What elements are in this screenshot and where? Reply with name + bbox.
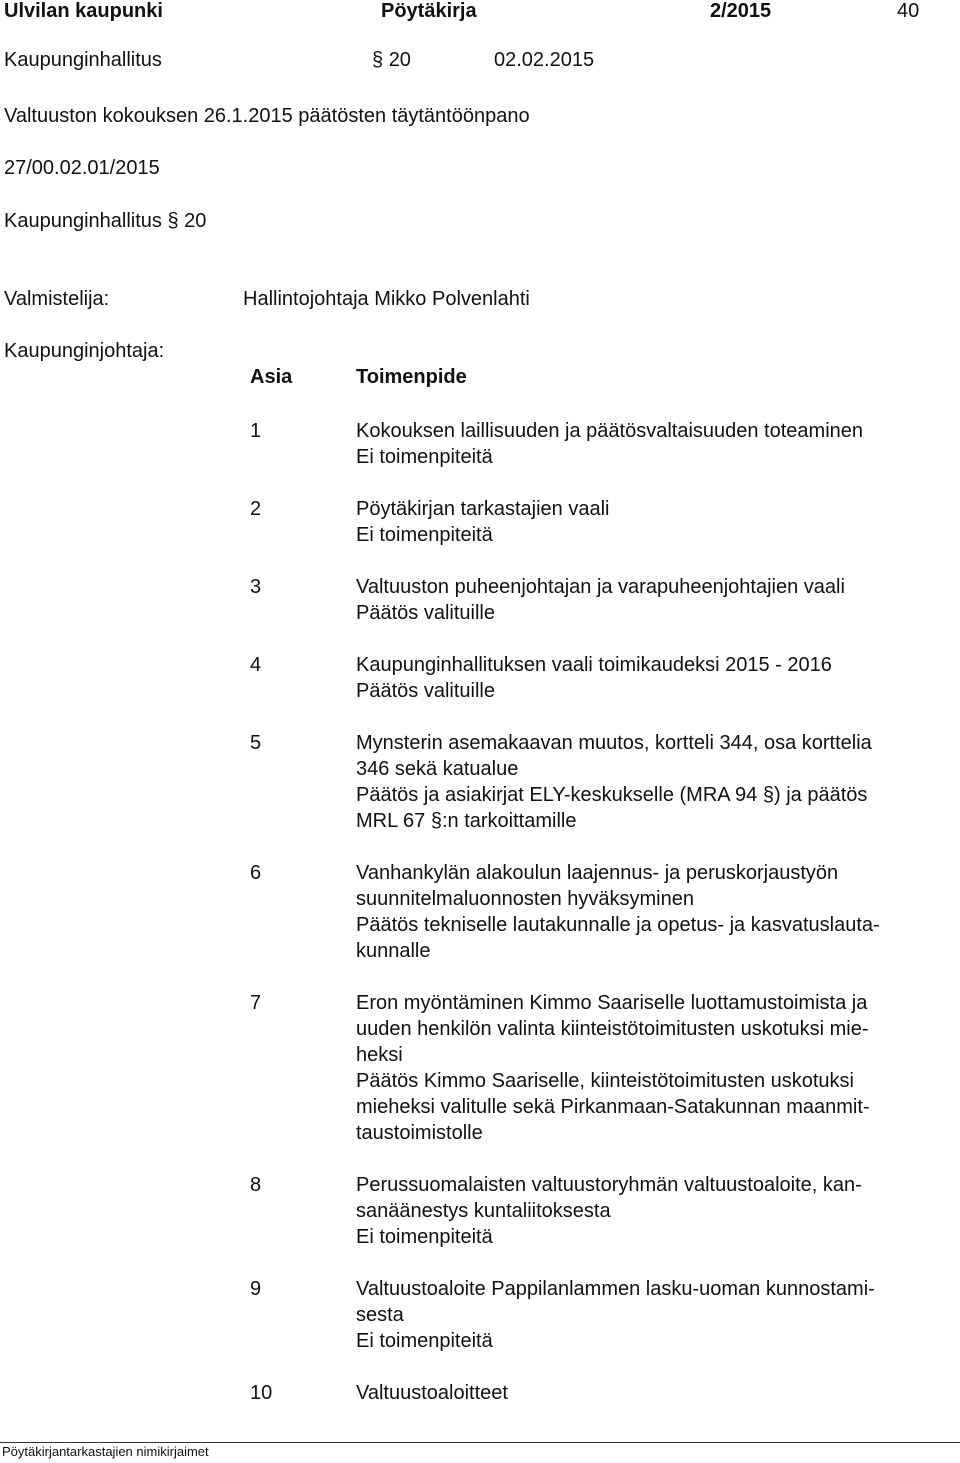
header-section-number: 20 xyxy=(388,49,411,71)
item-line: Pöytäkirjan tarkastajien vaali xyxy=(356,498,610,520)
item-number: 6 xyxy=(250,862,262,884)
item-line: sesta xyxy=(356,1304,404,1326)
item-body xyxy=(356,496,950,548)
item-number: 2 xyxy=(250,498,262,520)
list-item xyxy=(250,418,950,470)
doc-number: 2/2015 xyxy=(710,0,772,22)
item-line: Ei toimenpiteitä xyxy=(356,446,493,468)
item-body xyxy=(356,418,950,470)
item-line: Kaupunginhallituksen vaali toimikaudeksi 2015 - 2016 xyxy=(356,654,832,676)
item-body xyxy=(356,1276,950,1354)
item-number: 3 xyxy=(250,576,262,598)
list-item xyxy=(250,574,950,626)
item-number: 8 xyxy=(250,1174,262,1196)
list-item xyxy=(250,652,950,704)
item-line: mieheksi valitulle sekä Pirkanmaan-Satakunnan maanmit- xyxy=(356,1096,870,1118)
item-body xyxy=(356,574,950,626)
item-line: suunnitelmaluonnosten hyväksyminen xyxy=(356,888,694,910)
list-item xyxy=(250,990,950,1146)
reference-number: 27/00.02.01/2015 xyxy=(4,157,160,179)
list-item xyxy=(250,860,950,964)
item-number: 1 xyxy=(250,420,262,442)
item-number: 10 xyxy=(250,1382,273,1404)
item-line: 346 sekä katualue xyxy=(356,758,519,780)
item-line: Kokouksen laillisuuden ja päätösvaltaisuuden toteaminen xyxy=(356,420,864,442)
agenda-list xyxy=(250,418,950,1432)
item-body xyxy=(356,1172,950,1250)
item-line: Päätös valituille xyxy=(356,680,495,702)
item-line: Mynsterin asemakaavan muutos, kortteli 344, osa korttelia xyxy=(356,732,872,754)
item-line: MRL 67 §:n tarkoittamille xyxy=(356,810,577,832)
footer-divider xyxy=(0,1442,960,1443)
section-line: Kaupunginhallitus § 20 xyxy=(4,210,207,232)
page-title: Valtuuston kokouksen 26.1.2015 päätösten täytäntöönpano xyxy=(4,105,530,127)
col-header-asia: Asia xyxy=(250,366,293,388)
item-line: taustoimistolle xyxy=(356,1122,483,1144)
mayor-label: Kaupunginjohtaja: xyxy=(4,340,165,362)
item-line: Valtuuston puheenjohtajan ja varapuheenjohtajien vaali xyxy=(356,576,845,598)
list-item xyxy=(250,1276,950,1354)
item-line: heksi xyxy=(356,1044,403,1066)
doc-type: Pöytäkirja xyxy=(381,0,477,22)
item-line: Valtuustoaloite Pappilanlammen lasku-uoman kunnostami- xyxy=(356,1278,875,1300)
list-item xyxy=(250,1380,950,1406)
list-item xyxy=(250,496,950,548)
item-line: Ei toimenpiteitä xyxy=(356,1330,493,1352)
item-number: 9 xyxy=(250,1278,262,1300)
page-number: 40 xyxy=(897,0,920,22)
item-line: Päätös ja asiakirjat ELY-keskukselle (MRA 94 §) ja päätös xyxy=(356,784,868,806)
org-name: Ulvilan kaupunki xyxy=(4,0,163,22)
item-line: Ei toimenpiteitä xyxy=(356,1226,493,1248)
item-line: Päätös valituille xyxy=(356,602,495,624)
item-body xyxy=(356,730,950,834)
list-item xyxy=(250,730,950,834)
item-body xyxy=(356,860,950,964)
item-body xyxy=(356,990,950,1146)
header-body: Kaupunginhallitus xyxy=(4,49,162,71)
item-line: Päätös Kimmo Saariselle, kiinteistötoimitusten uskotuksi xyxy=(356,1070,854,1092)
item-line: uuden henkilön valinta kiinteistötoimitusten uskotuksi mie- xyxy=(356,1018,869,1040)
preparer-label: Valmistelija: xyxy=(4,288,110,310)
item-line: Ei toimenpiteitä xyxy=(356,524,493,546)
preparer-value: Hallintojohtaja Mikko Polvenlahti xyxy=(243,288,530,310)
col-header-toimenpide: Toimenpide xyxy=(356,366,467,388)
item-line: Päätös tekniselle lautakunnalle ja opetus- ja kasvatuslauta- xyxy=(356,914,880,936)
header-section: § 20 xyxy=(372,49,411,71)
item-line: Vanhankylän alakoulun laajennus- ja peruskorjaustyön xyxy=(356,862,839,884)
item-line: sanäänestys kuntaliitoksesta xyxy=(356,1200,611,1222)
item-number: 4 xyxy=(250,654,262,676)
item-body xyxy=(356,1380,950,1406)
footer-text: Pöytäkirjantarkastajien nimikirjaimet xyxy=(2,1444,209,1459)
item-line: Eron myöntäminen Kimmo Saariselle luottamustoimista ja xyxy=(356,992,868,1014)
header-date: 02.02.2015 xyxy=(494,49,595,71)
list-item xyxy=(250,1172,950,1250)
item-line: kunnalle xyxy=(356,940,431,962)
item-number: 7 xyxy=(250,992,262,1014)
item-body xyxy=(356,652,950,704)
item-number: 5 xyxy=(250,732,262,754)
item-line: Valtuustoaloitteet xyxy=(356,1382,508,1404)
item-line: Perussuomalaisten valtuustoryhmän valtuustoaloite, kan- xyxy=(356,1174,862,1196)
